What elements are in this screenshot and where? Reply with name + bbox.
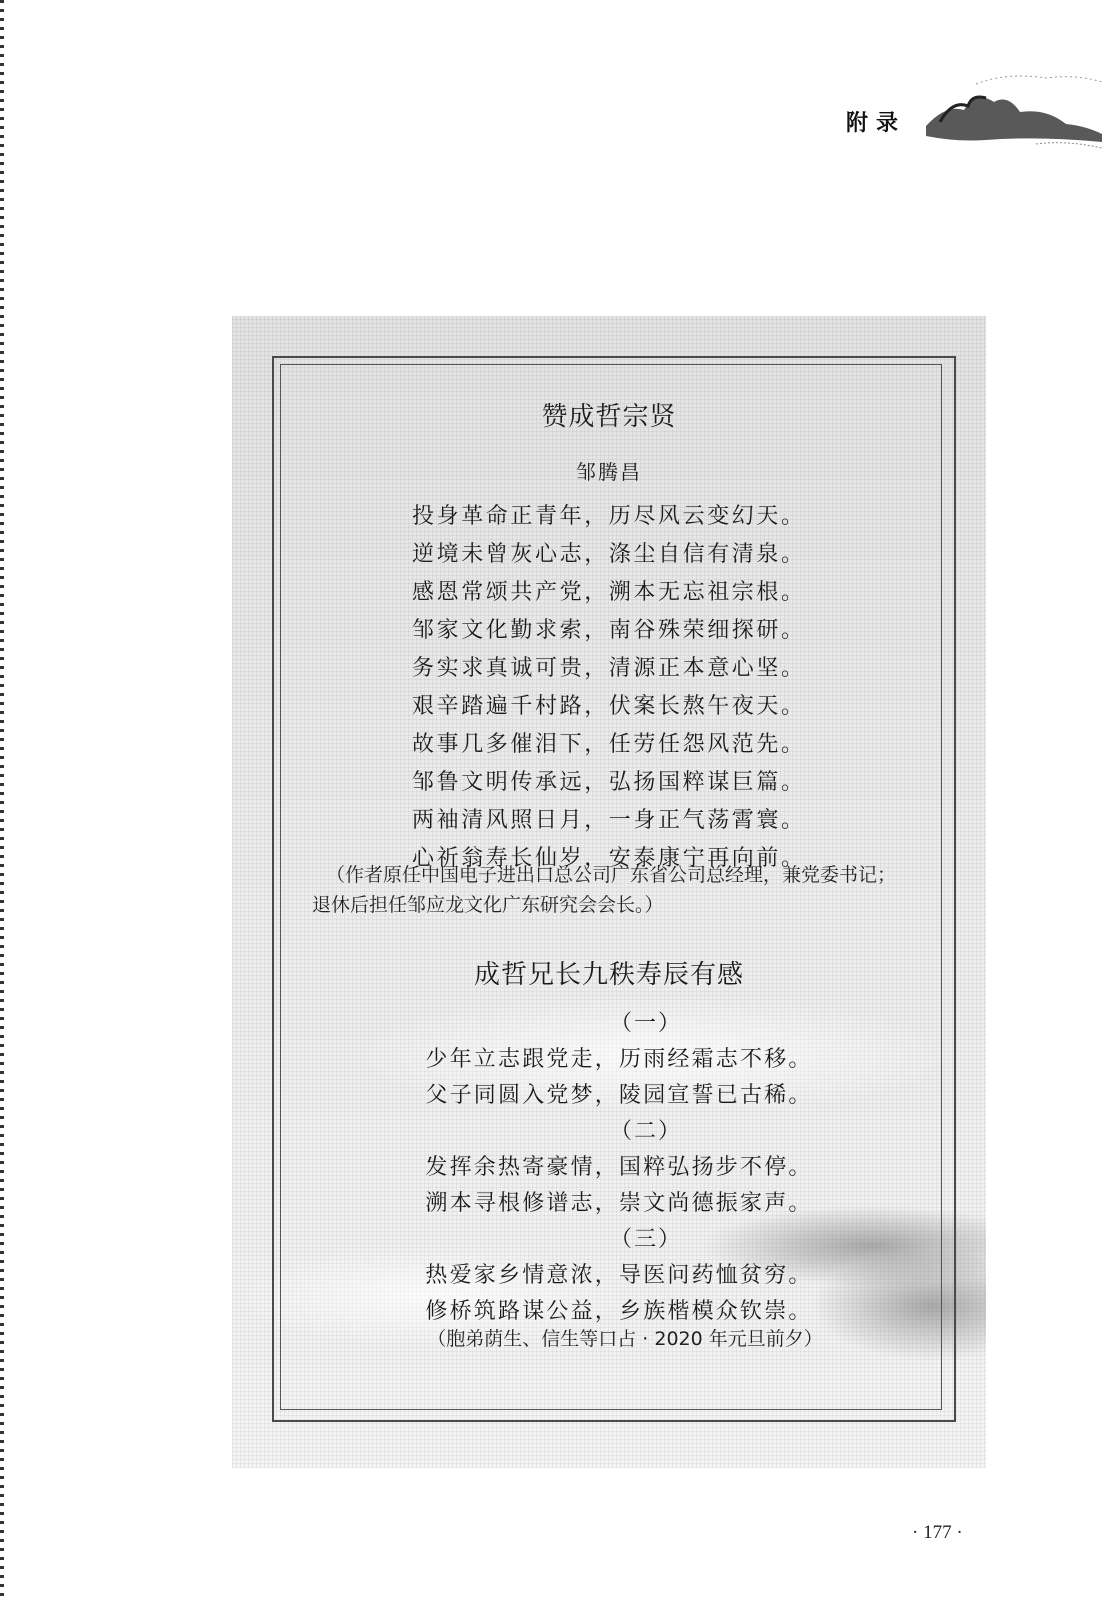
poem-line: 两袖清风照日月，一身正气荡霄寰。 — [412, 808, 806, 833]
stanza-number: （三） — [609, 1227, 682, 1252]
landscape-ornament — [916, 64, 1104, 160]
poem-panel — [232, 316, 986, 1468]
poem-line: 发挥余热寄豪情，国粹弘扬步不停。 — [425, 1155, 813, 1180]
scan-edge — [0, 0, 4, 1600]
poem-line: 故事几多催泪下，任劳任怨风范先。 — [412, 732, 806, 757]
page-number: · 177 · — [912, 1522, 963, 1543]
poem-1-title: 赞成哲宗贤 — [541, 402, 677, 432]
poem-line: 心祈翁寿长仙岁，安泰康宁再向前。 — [412, 846, 806, 871]
poem-1-author: 邹腾昌 — [576, 460, 642, 484]
poem-line: 感恩常颂共产党，溯本无忘祖宗根。 — [412, 580, 806, 605]
poem-line: 投身革命正青年，历尽风云变幻天。 — [412, 504, 806, 529]
poem-line: 逆境未曾灰心志，涤尘自信有清泉。 — [412, 542, 806, 567]
poem-2-body — [232, 1006, 986, 1330]
poem-line: 修桥筑路谋公益，乡族楷模众钦崇。 — [425, 1299, 813, 1324]
poem-2-note: （胞弟荫生、信生等口占 · 2020 年元旦前夕） — [427, 1328, 823, 1350]
poem-line: 父子同圆入党梦，陵园宣誓已古稀。 — [425, 1083, 813, 1108]
poem-line: 邹鲁文明传承远，弘扬国粹谋巨篇。 — [412, 770, 806, 795]
section-label: 附录 — [846, 110, 907, 136]
poem-1-body — [412, 498, 852, 878]
poem-line: 少年立志跟党走，历雨经霜志不移。 — [425, 1047, 813, 1072]
poem-2-title: 成哲兄长九秩寿辰有感 — [473, 960, 744, 990]
poem-line: 溯本寻根修谱志，崇文尚德振家声。 — [425, 1191, 813, 1216]
poem-1-author-note: （作者原任中国电子进出口总公司广东省公司总经理，兼党委书记；退休后担任邹应龙文化广东研究会会长。） — [312, 864, 897, 916]
stanza-number: （一） — [609, 1011, 682, 1036]
poem-line: 邹家文化勤求索，南谷殊荣细探研。 — [412, 618, 806, 643]
poem-line: 热爱家乡情意浓，导医问药恤贫穷。 — [425, 1263, 813, 1288]
stanza-number: （二） — [609, 1119, 682, 1144]
poem-line: 艰辛踏遍千村路，伏案长熬午夜天。 — [412, 694, 806, 719]
poem-line: 务实求真诚可贵，清源正本意心坚。 — [412, 656, 806, 681]
